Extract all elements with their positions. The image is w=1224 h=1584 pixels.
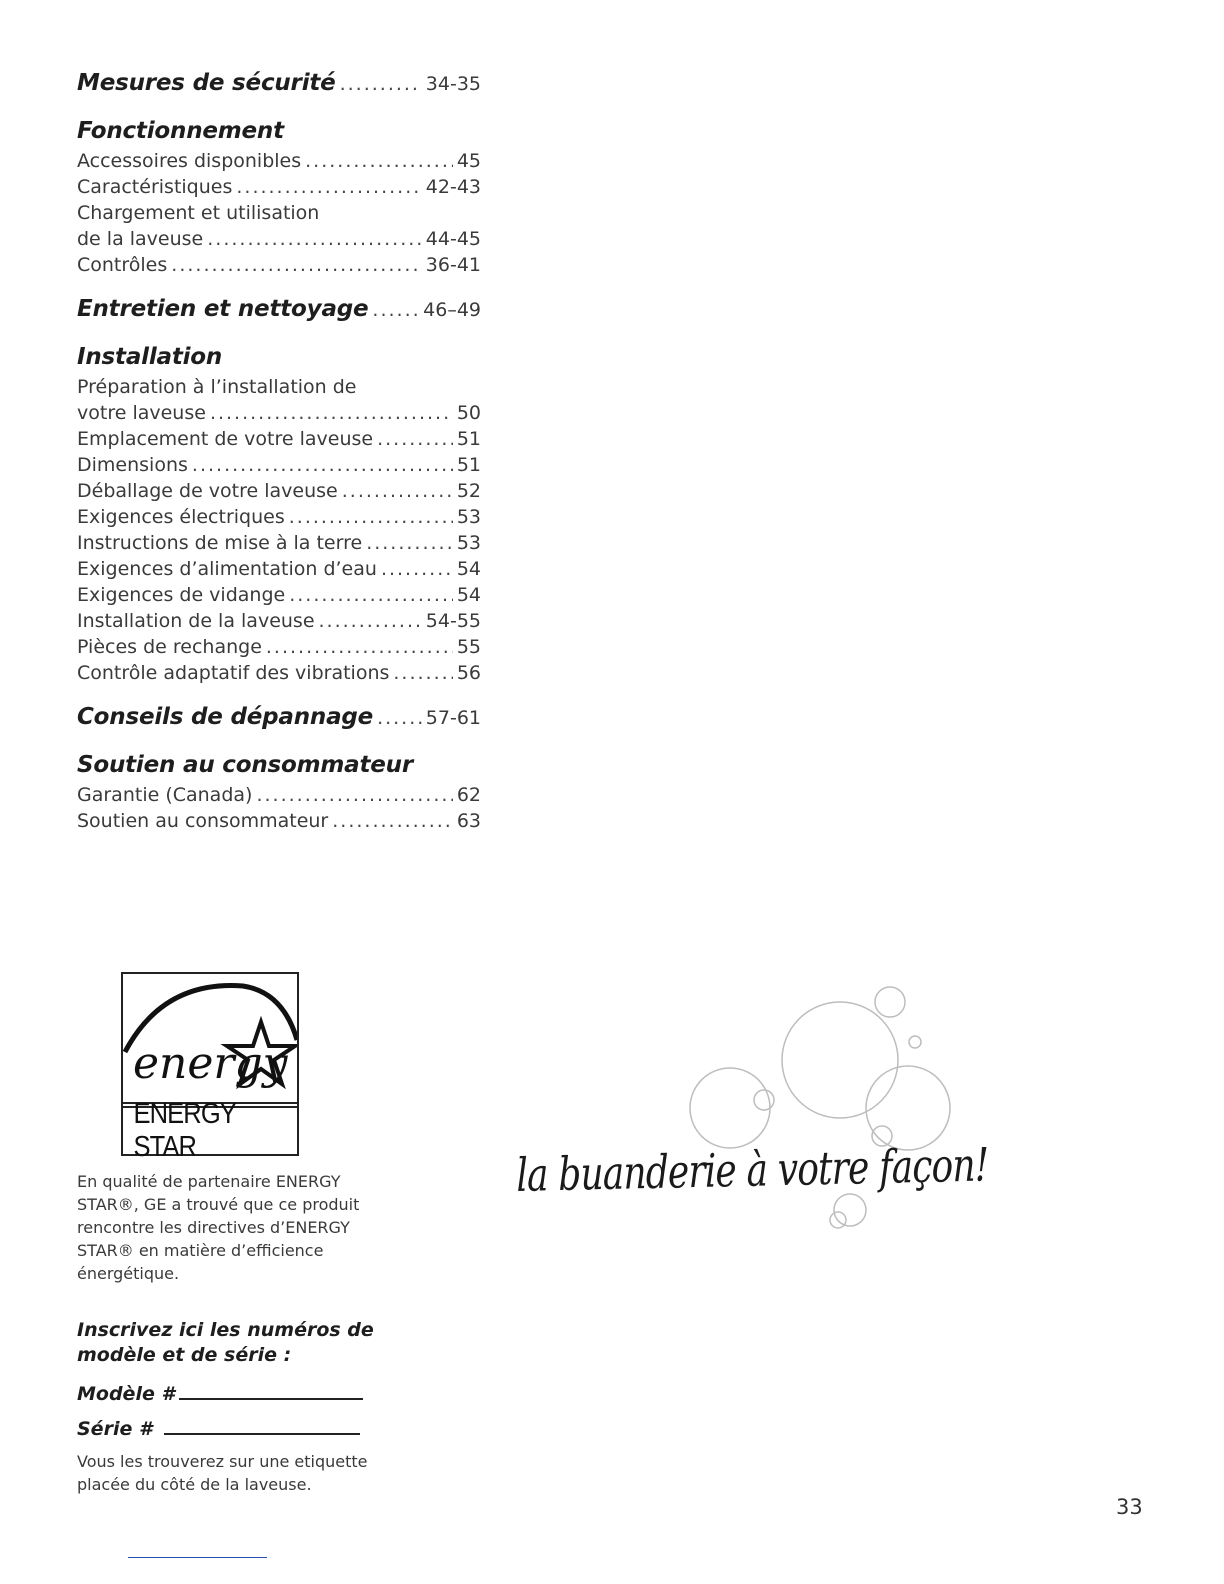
toc-entry (77, 634, 481, 660)
model-field (77, 1380, 363, 1405)
page-ref: 53 (456, 532, 481, 554)
toc-entry (77, 478, 481, 504)
registration-note: Vous les trouverez sur une etiquette placée du côté de la laveuse. (77, 1452, 368, 1494)
entry-label: Exigences électriques (77, 506, 285, 528)
toc-entry (77, 452, 481, 478)
dot-leader (377, 426, 453, 452)
toc-entry (77, 252, 481, 278)
dot-leader (207, 226, 422, 252)
dot-leader (289, 504, 453, 530)
dot-leader (342, 478, 453, 504)
toc-entry (77, 782, 481, 808)
energy-star-label: ENERGY STAR (133, 1098, 236, 1163)
dot-leader (171, 252, 422, 278)
dot-leader (393, 660, 452, 686)
energy-star-emblem-icon (123, 974, 297, 1104)
toc-entry (77, 226, 481, 252)
toc-section-fonctionnement (77, 114, 481, 278)
serial-input-line (164, 1415, 360, 1435)
entry-label: de la laveuse (77, 228, 204, 250)
entry-label: Emplacement de votre laveuse (77, 428, 374, 450)
serial-field (77, 1415, 360, 1440)
entry-label: Préparation à l’installation de (77, 376, 357, 398)
page-number: 33 (1116, 1495, 1143, 1519)
entry-label: Contrôle adaptatif des vibrations (77, 662, 390, 684)
toc-entry (77, 808, 481, 834)
section-title: Conseils de dépannage (77, 704, 374, 730)
section-title: Mesures de sécurité (77, 70, 336, 96)
toc-entry (77, 174, 481, 200)
entry-label: Instructions de mise à la terre (77, 532, 363, 554)
entry-label: Chargement et utilisation (77, 202, 320, 224)
energy-star-bar (123, 1098, 297, 1163)
entry-label: Installation de la laveuse (77, 610, 315, 632)
toc-section-installation (77, 340, 481, 686)
dot-leader (377, 707, 422, 729)
entry-label: Garantie (Canada) (77, 784, 253, 806)
energy-star-logo (121, 972, 299, 1163)
page-ref: 55 (456, 636, 481, 658)
toc-section-soutien (77, 748, 481, 834)
dot-leader (256, 782, 452, 808)
table-of-contents (77, 66, 481, 848)
entry-label: Pièces de rechange (77, 636, 262, 658)
page-ref: 51 (456, 454, 481, 476)
entry-label: Déballage de votre laveuse (77, 480, 338, 502)
entry-label: Contrôles (77, 254, 168, 276)
serial-label: Série # (77, 1418, 153, 1440)
slogan: la buanderie à votre façon! (516, 1137, 989, 1202)
toc-entry (77, 556, 481, 582)
entry-label: Soutien au consommateur (77, 810, 329, 832)
energy-star-description: En qualité de partenaire ENERGY STAR®, GE a trouvé que ce produit rencontre les directives d’ENERGY STAR® en matière d’efficience énergétique. (77, 1172, 360, 1283)
toc-entry (77, 426, 481, 452)
bubbles-illustration-icon (660, 980, 980, 1240)
toc-entry (77, 530, 481, 556)
toc-entry (77, 608, 481, 634)
toc-entry (77, 700, 481, 734)
section-title: Soutien au consommateur (77, 752, 413, 778)
dot-leader (340, 73, 422, 95)
footer-rule (128, 1557, 267, 1558)
toc-section-securite (77, 66, 481, 100)
entry-label: Exigences d’alimentation d’eau (77, 558, 377, 580)
dot-leader (332, 808, 453, 834)
dot-leader (381, 556, 453, 582)
page-ref: 45 (456, 150, 481, 172)
dot-leader (289, 582, 453, 608)
toc-section-entretien (77, 292, 481, 326)
dot-leader (366, 530, 453, 556)
page-ref: 52 (456, 480, 481, 502)
page-ref: 46–49 (423, 299, 481, 321)
toc-entry (77, 200, 481, 226)
dot-leader (305, 148, 453, 174)
toc-section-depannage (77, 700, 481, 734)
entry-label: votre laveuse (77, 402, 206, 424)
dot-leader (192, 452, 453, 478)
entry-label: Accessoires disponibles (77, 150, 302, 172)
page-ref: 63 (456, 810, 481, 832)
section-title: Entretien et nettoyage (77, 296, 369, 322)
energy-script: energy (133, 1038, 288, 1089)
page-ref: 50 (456, 402, 481, 424)
entry-label: Caractéristiques (77, 176, 233, 198)
dot-leader (372, 299, 419, 321)
page-ref: 54 (456, 584, 481, 606)
page-ref: 56 (456, 662, 481, 684)
toc-entry (77, 660, 481, 686)
toc-entry (77, 292, 481, 326)
dot-leader (266, 634, 453, 660)
toc-entry (77, 374, 481, 400)
registration-title: Inscrivez ici les numéros de modèle et de série : (77, 1319, 374, 1366)
toc-entry (77, 148, 481, 174)
page-ref: 42-43 (425, 176, 481, 198)
toc-entry (77, 504, 481, 530)
toc-entry (77, 582, 481, 608)
section-title: Installation (77, 344, 223, 370)
page-ref: 54-55 (425, 610, 481, 632)
dot-leader (210, 400, 453, 426)
model-label: Modèle # (77, 1383, 175, 1405)
page-ref: 36-41 (425, 254, 481, 276)
entry-label: Dimensions (77, 454, 188, 476)
page-ref: 34-35 (425, 73, 481, 95)
toc-entry (77, 66, 481, 100)
page-ref: 57-61 (425, 707, 481, 729)
page-ref: 53 (456, 506, 481, 528)
toc-entry (77, 400, 481, 426)
page-ref: 44-45 (425, 228, 481, 250)
page-ref: 51 (456, 428, 481, 450)
section-title: Fonctionnement (77, 118, 284, 144)
model-input-line (179, 1380, 363, 1400)
page-ref: 54 (456, 558, 481, 580)
entry-label: Exigences de vidange (77, 584, 286, 606)
dot-leader (319, 608, 422, 634)
page-ref: 62 (456, 784, 481, 806)
dot-leader (236, 174, 421, 200)
